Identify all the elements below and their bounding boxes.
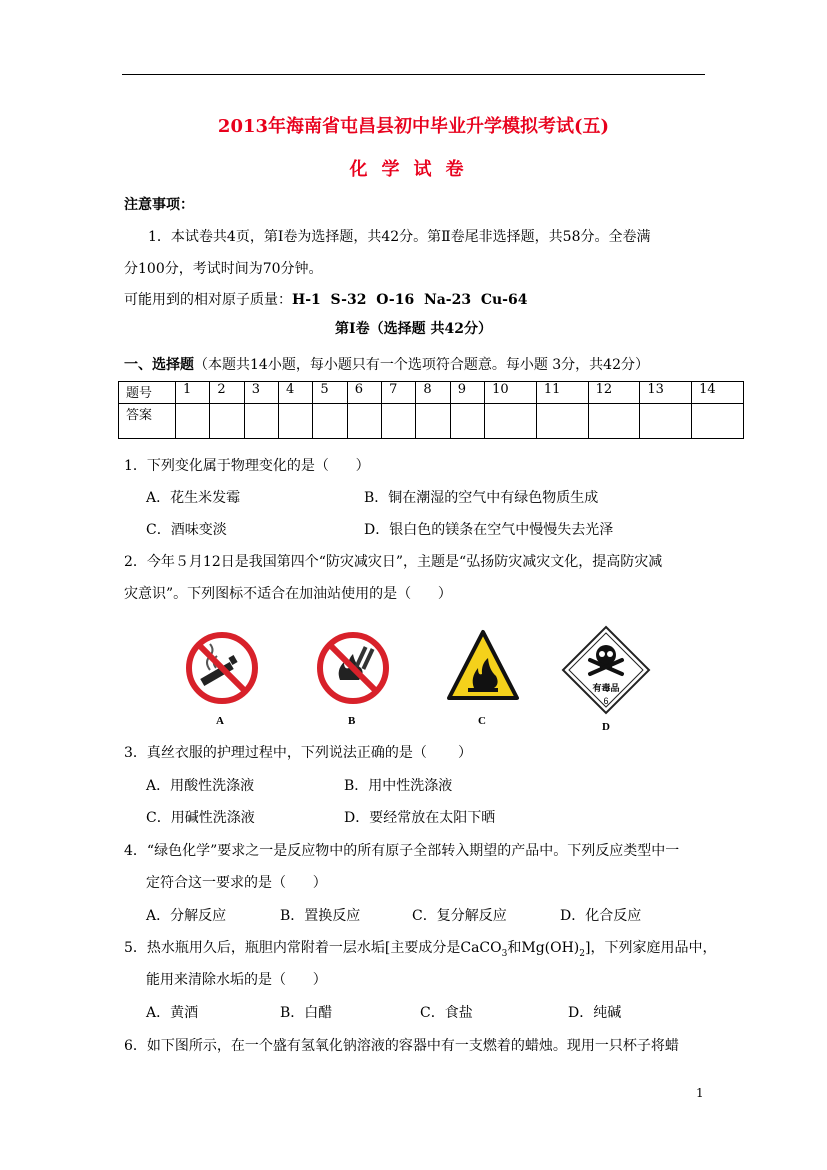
- table-cell: 6: [347, 382, 381, 404]
- answer-cell-10[interactable]: [485, 404, 537, 439]
- part1-heading: 第Ⅰ卷（选择题 共42分）: [335, 321, 492, 337]
- answer-cell-12[interactable]: [588, 404, 640, 439]
- table-header-answer: 答案: [119, 404, 176, 439]
- table-cell: 11: [536, 382, 588, 404]
- sign-label-c: C: [478, 715, 486, 727]
- answer-cell-7[interactable]: [382, 404, 416, 439]
- q6-line-1: 6．如下图所示，在一个盛有氢氧化钠溶液的容器中有一支燃着的蜡烛。现用一只杯子将蜡: [124, 1038, 679, 1054]
- answer-cell-4[interactable]: [279, 404, 313, 439]
- q2-line-1: 2．今年５月12日是我国第四个“防灾减灾日”，主题是“弘扬防灾减灾文化，提高防灾减: [124, 554, 663, 570]
- q2-sign-images: [170, 622, 660, 738]
- table-cell: 1: [176, 382, 210, 404]
- q5-sub-3: 3: [501, 948, 508, 959]
- answer-cell-14[interactable]: [692, 404, 744, 439]
- answer-cell-6[interactable]: [347, 404, 381, 439]
- q1-stem: 1．下列变化属于物理变化的是（ ）: [124, 458, 370, 474]
- table-cell: 14: [692, 382, 744, 404]
- sign-label-a: A: [216, 715, 224, 727]
- q5-option-b: B．白醋: [280, 1005, 333, 1021]
- answer-cell-8[interactable]: [416, 404, 450, 439]
- sign-label-b: B: [348, 715, 356, 727]
- answer-cell-2[interactable]: [210, 404, 244, 439]
- q1-option-d: D．银白色的镁条在空气中慢慢失去光泽: [364, 522, 614, 538]
- exam-subtitle: 化学试卷: [349, 159, 478, 180]
- header-rule: [122, 74, 705, 75]
- notice-line-2: 分100分，考试时间为70分钟。: [124, 261, 323, 277]
- q5-line-2: 能用来清除水垢的是（ ）: [146, 972, 327, 988]
- q4-line-1: 4．“绿色化学”要求之一是反应物中的所有原子全部转入期望的产品中。下列反应类型中一: [124, 843, 680, 859]
- sign-d-text: 有毒品: [592, 684, 620, 694]
- q4-option-b: B．置换反应: [280, 908, 361, 924]
- answer-table: [118, 381, 744, 439]
- q5-option-a: A．黄酒: [146, 1005, 199, 1021]
- sign-label-d: D: [602, 721, 610, 733]
- table-cell: 2: [210, 382, 244, 404]
- q5-line-1-post: ]，下列家庭用品中，: [585, 940, 717, 956]
- q5-line-1-pre: 5．热水瓶用久后，瓶胆内常附着一层水垢[主要成分是CaCO: [124, 940, 502, 956]
- answer-cell-13[interactable]: [640, 404, 692, 439]
- table-cell: 4: [279, 382, 313, 404]
- flammable-warning-icon: [449, 632, 517, 698]
- q4-option-a: A．分解反应: [146, 908, 227, 924]
- answer-cell-11[interactable]: [536, 404, 588, 439]
- notice-line-1: 1．本试卷共4页，第Ⅰ卷为选择题，共42分。第Ⅱ卷尾非选择题，共58分。全卷满: [148, 229, 651, 245]
- q4-line-2: 定符合这一要求的是（ ）: [146, 875, 327, 891]
- q5-line-1-mid: 和Mg(OH): [507, 940, 580, 956]
- table-cell: 9: [450, 382, 484, 404]
- q3-option-c: C．用碱性洗涤液: [146, 810, 255, 826]
- table-cell: 5: [313, 382, 347, 404]
- q2-line-2: 灾意识”。下列图标不适合在加油站使用的是（ ）: [124, 586, 452, 602]
- atomic-masses-values: H-1 S-32 O-16 Na-23 Cu-64: [292, 292, 528, 308]
- q1-option-a: A．花生米发霉: [146, 490, 241, 506]
- q5-option-d: D．纯碱: [568, 1005, 622, 1021]
- answer-cell-9[interactable]: [450, 404, 484, 439]
- atomic-masses: [124, 290, 527, 310]
- answer-cell-5[interactable]: [313, 404, 347, 439]
- q4-option-c: C．复分解反应: [412, 908, 507, 924]
- q3-option-d: D．要经常放在太阳下晒: [344, 810, 496, 826]
- q5-sub-2: 2: [579, 948, 586, 959]
- page-number: 1: [696, 1086, 704, 1100]
- no-smoking-sign-icon: [189, 635, 255, 701]
- table-cell: 13: [640, 382, 692, 404]
- table-cell: 7: [382, 382, 416, 404]
- q5-option-c: C．食盐: [420, 1005, 473, 1021]
- exam-title: 2013年海南省屯昌县初中毕业升学模拟考试(五): [217, 116, 610, 137]
- q4-option-d: D．化合反应: [560, 908, 642, 924]
- section1-heading: [124, 355, 649, 375]
- answer-cell-1[interactable]: [176, 404, 210, 439]
- table-header-number: 题号: [119, 382, 176, 404]
- answer-cell-3[interactable]: [244, 404, 278, 439]
- notice-heading: 注意事项：: [124, 197, 194, 213]
- section1-desc: （本题共14小题，每小题只有一个选项符合题意。每小题 3分，共42分）: [194, 357, 649, 373]
- sign-d-number: 6: [603, 696, 609, 706]
- q3-stem: 3．真丝衣服的护理过程中，下列说法正确的是（ ）: [124, 745, 473, 761]
- q3-option-b: B．用中性洗涤液: [344, 778, 453, 794]
- table-row-numbers: [119, 382, 744, 404]
- table-cell: 8: [416, 382, 450, 404]
- table-cell: 10: [485, 382, 537, 404]
- q3-option-a: A．用酸性洗涤液: [146, 778, 255, 794]
- table-row-answers: [119, 404, 744, 439]
- q5-line-1: [124, 938, 716, 964]
- table-cell: 12: [588, 382, 640, 404]
- table-cell: 3: [244, 382, 278, 404]
- q1-option-c: C．酒味变淡: [146, 522, 227, 538]
- no-fire-sign-icon: [320, 635, 386, 701]
- atomic-masses-label: 可能用到的相对原子质量：: [124, 292, 292, 308]
- q1-option-b: B．铜在潮湿的空气中有绿色物质生成: [364, 490, 599, 506]
- section1-label: 一、选择题: [124, 357, 194, 373]
